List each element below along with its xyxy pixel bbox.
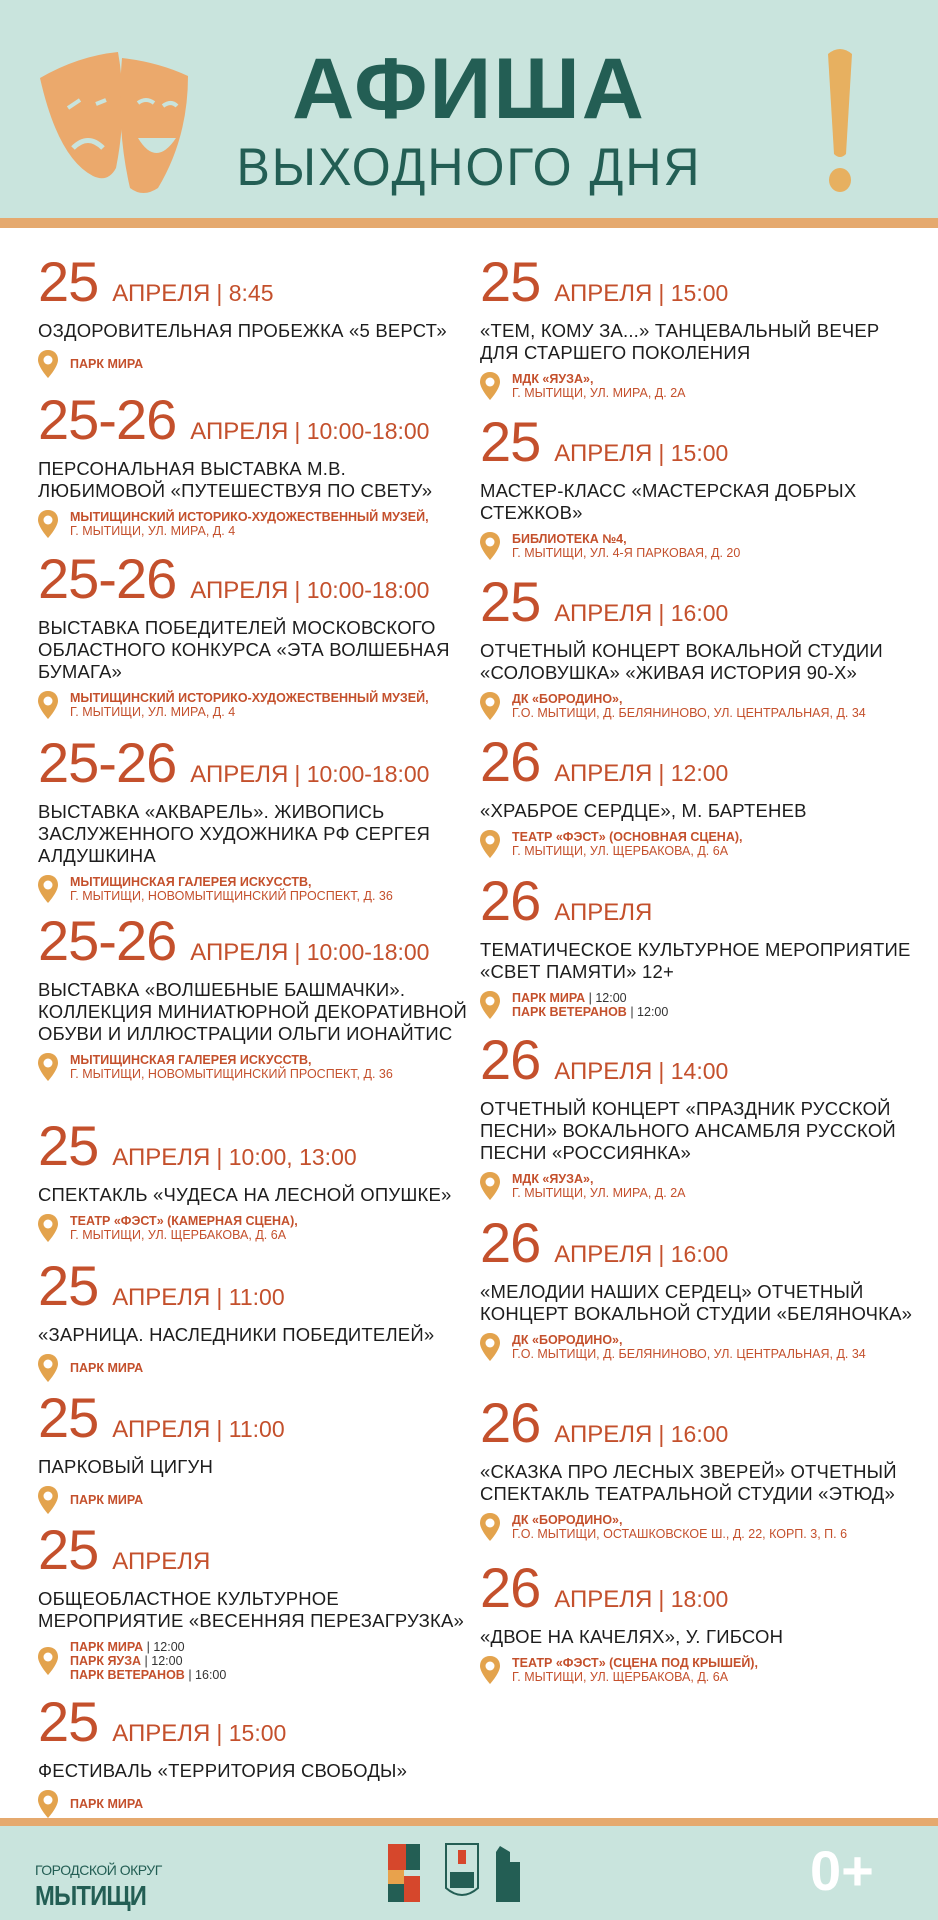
location-time: | 12:00 (143, 1640, 185, 1654)
location-text: ПАРК МИРА (70, 1640, 144, 1654)
event-month: АПРЕЛЯ (554, 1421, 653, 1448)
event-day: 25 (480, 570, 541, 633)
event-month: АПРЕЛЯ (554, 1058, 653, 1085)
location-line (70, 1067, 393, 1081)
event-time: | 14:00 (658, 1058, 729, 1084)
exclamation-icon (820, 44, 860, 194)
location-line (512, 546, 740, 560)
event-time: | 16:00 (658, 1421, 729, 1447)
event-day: 25-26 (38, 388, 177, 451)
location-text: МЫТИЩИНСКАЯ ГАЛЕРЕЯ ИСКУССТВ, (70, 875, 312, 889)
location-line (512, 1333, 866, 1347)
location-text: Г. МЫТИЩИ, УЛ. МИРА, Д. 4 (70, 524, 236, 538)
location-text: ПАРК МИРА (512, 991, 586, 1005)
location-text: Г. МЫТИЩИ, УЛ. ЩЕРБАКОВА, Д. 6А (512, 1670, 729, 1684)
location-text: ПАРК МИРА (70, 1493, 144, 1507)
location-text: ПАРК ЯУЗА (70, 1654, 142, 1668)
event-date (480, 1556, 920, 1619)
location-text: БИБЛИОТЕКА №4, (512, 532, 627, 546)
location-text: ТЕАТР «ФЭСТ» (ОСНОВНАЯ СЦЕНА), (512, 830, 743, 844)
event-day: 25 (38, 1114, 99, 1177)
event-title: СПЕКТАКЛЬ «ЧУДЕСА НА ЛЕСНОЙ ОПУШКЕ» (38, 1184, 452, 1205)
event-time: | 18:00 (658, 1586, 729, 1612)
location-line (512, 372, 686, 386)
event-month: АПРЕЛЯ (190, 418, 289, 445)
location-line (512, 1670, 758, 1684)
poster-subtitle: ВЫХОДНОГО ДНЯ (236, 137, 702, 197)
event-title: ПАРКОВЫЙ ЦИГУН (38, 1456, 213, 1477)
location-line (512, 991, 668, 1005)
event-time: | 16:00 (658, 1241, 729, 1267)
district-label: ГОРОДСКОЙ ОКРУГ (35, 1862, 162, 1878)
location-pin-icon (480, 1656, 500, 1684)
location-line (512, 1656, 758, 1670)
event-card (38, 1690, 478, 1818)
location-line (70, 1654, 226, 1668)
event-date (38, 547, 478, 610)
event-day: 25 (480, 410, 541, 473)
location-text: Г.О. МЫТИЩИ, Д. БЕЛЯНИНОВО, УЛ. ЦЕНТРАЛЬНАЯ, Д. 34 (512, 1347, 866, 1361)
location-pin-icon (38, 1647, 58, 1675)
event-location (38, 691, 478, 719)
location-line (70, 1797, 143, 1811)
event-title: МАСТЕР-КЛАСС «МАСТЕРСКАЯ ДОБРЫХ СТЕЖКОВ» (480, 480, 857, 523)
event-day: 25 (38, 1690, 99, 1753)
event-card (480, 250, 920, 400)
event-time: | 15:00 (216, 1720, 287, 1746)
event-day: 26 (480, 1556, 541, 1619)
event-card (38, 731, 478, 903)
location-pin-icon (38, 1790, 58, 1818)
event-title: ОБЩЕОБЛАСТНОЕ КУЛЬТУРНОЕ МЕРОПРИЯТИЕ «ВЕСЕННЯЯ ПЕРЕЗАГРУЗКА» (38, 1588, 464, 1631)
event-title: ФЕСТИВАЛЬ «ТЕРРИТОРИЯ СВОБОДЫ» (38, 1760, 408, 1781)
event-location (480, 1172, 920, 1200)
event-location (38, 875, 478, 903)
location-time: | 12:00 (141, 1654, 183, 1668)
location-text: Г. МЫТИЩИ, УЛ. МИРА, Д. 4 (70, 705, 236, 719)
location-pin-icon (38, 1486, 58, 1514)
event-title: ТЕМАТИЧЕСКОЕ КУЛЬТУРНОЕ МЕРОПРИЯТИЕ «СВЕТ ПАМЯТИ» 12+ (480, 939, 911, 982)
location-text: МДК «ЯУЗА», (512, 1172, 594, 1186)
location-text: ТЕАТР «ФЭСТ» (СЦЕНА ПОД КРЫШЕЙ), (512, 1656, 758, 1670)
event-time: | 10:00, 13:00 (216, 1144, 357, 1170)
location-line (70, 875, 393, 889)
location-line (512, 706, 866, 720)
event-location (38, 1486, 478, 1514)
location-text: Г. МЫТИЩИ, УЛ. МИРА, Д. 2А (512, 386, 686, 400)
footer-divider (0, 1818, 938, 1826)
event-date (38, 909, 478, 972)
event-location (480, 830, 920, 858)
location-line (70, 1668, 226, 1682)
location-line (512, 692, 866, 706)
event-month: АПРЕЛЯ (190, 761, 289, 788)
event-card (38, 1254, 478, 1382)
location-line (70, 357, 143, 371)
location-text: ПАРК ВЕТЕРАНОВ (512, 1005, 627, 1019)
poster-title: АФИША (292, 41, 646, 137)
location-text: МЫТИЩИНСКИЙ ИСТОРИКО-ХУДОЖЕСТВЕННЫЙ МУЗЕЙ, (70, 691, 429, 705)
event-date (38, 388, 478, 451)
location-line (512, 1172, 686, 1186)
event-month: АПРЕЛЯ (112, 280, 211, 307)
event-day: 25 (38, 1386, 99, 1449)
location-line (512, 532, 740, 546)
event-month: АПРЕЛЯ (554, 899, 653, 926)
location-line (70, 1228, 298, 1242)
event-card (38, 909, 478, 1081)
event-location (38, 510, 478, 538)
location-text: ДК «БОРОДИНО», (512, 692, 623, 706)
event-date (480, 1211, 920, 1274)
event-title: ОТЧЕТНЫЙ КОНЦЕРТ ВОКАЛЬНОЙ СТУДИИ «СОЛОВУШКА» «ЖИВАЯ ИСТОРИЯ 90-Х» (480, 640, 883, 683)
event-title: «МЕЛОДИИ НАШИХ СЕРДЕЦ» ОТЧЕТНЫЙ КОНЦЕРТ ВОКАЛЬНОЙ СТУДИИ «БЕЛЯНОЧКА» (480, 1281, 913, 1324)
event-time: | 10:00-18:00 (294, 577, 430, 603)
location-pin-icon (38, 1354, 58, 1382)
city-emblems-logo (388, 1842, 548, 1904)
event-location (480, 532, 920, 560)
location-text: Г.О. МЫТИЩИ, Д. БЕЛЯНИНОВО, УЛ. ЦЕНТРАЛЬНАЯ, Д. 34 (512, 706, 866, 720)
event-location (38, 1214, 478, 1242)
event-card (480, 570, 920, 720)
event-month: АПРЕЛЯ (554, 600, 653, 627)
location-line (70, 691, 429, 705)
event-month: АПРЕЛЯ (190, 577, 289, 604)
event-location (480, 1333, 920, 1361)
event-time: | 15:00 (658, 280, 729, 306)
event-day: 26 (480, 1028, 541, 1091)
location-line (512, 1347, 866, 1361)
location-pin-icon (38, 1053, 58, 1081)
location-time: | 12:00 (585, 991, 627, 1005)
location-line (70, 889, 393, 903)
location-text: Г. МЫТИЩИ, НОВОМЫТИЩИНСКИЙ ПРОСПЕКТ, Д. 36 (70, 889, 393, 903)
event-day: 26 (480, 1211, 541, 1274)
event-title: ВЫСТАВКА «АКВАРЕЛЬ». ЖИВОПИСЬ ЗАСЛУЖЕННОГО ХУДОЖНИКА РФ СЕРГЕЯ АЛДУШКИНА (38, 801, 431, 866)
event-date (480, 1391, 920, 1454)
event-date (38, 1114, 478, 1177)
event-date (480, 1028, 920, 1091)
event-title: «ХРАБРОЕ СЕРДЦЕ», М. БАРТЕНЕВ (480, 800, 807, 821)
location-line (70, 1640, 226, 1654)
event-month: АПРЕЛЯ (112, 1144, 211, 1171)
event-location (480, 991, 920, 1019)
event-location (38, 350, 478, 378)
event-month: АПРЕЛЯ (112, 1548, 211, 1575)
event-card (480, 1556, 920, 1684)
event-month: АПРЕЛЯ (554, 280, 653, 307)
location-text: ДК «БОРОДИНО», (512, 1333, 623, 1347)
event-month: АПРЕЛЯ (554, 1241, 653, 1268)
event-time: | 10:00-18:00 (294, 939, 430, 965)
event-location (38, 1053, 478, 1081)
event-title: «ДВОЕ НА КАЧЕЛЯХ», У. ГИБСОН (480, 1626, 784, 1647)
event-card (480, 730, 920, 858)
location-line (512, 844, 743, 858)
location-text: ПАРК ВЕТЕРАНОВ (70, 1668, 185, 1682)
location-text: МЫТИЩИНСКАЯ ГАЛЕРЕЯ ИСКУССТВ, (70, 1053, 312, 1067)
event-card (38, 547, 478, 719)
event-card (480, 1211, 920, 1361)
location-pin-icon (480, 372, 500, 400)
event-date (38, 1254, 478, 1317)
location-text: Г. МЫТИЩИ, НОВОМЫТИЩИНСКИЙ ПРОСПЕКТ, Д. 36 (70, 1067, 393, 1081)
event-date (38, 731, 478, 794)
location-pin-icon (480, 830, 500, 858)
location-text: Г.О. МЫТИЩИ, ОСТАШКОВСКОЕ Ш., Д. 22, КОРП. 3, П. 6 (512, 1527, 848, 1541)
location-text: Г. МЫТИЩИ, УЛ. ЩЕРБАКОВА, Д. 6А (70, 1228, 287, 1242)
event-time: | 16:00 (658, 600, 729, 626)
event-title: ВЫСТАВКА ПОБЕДИТЕЛЕЙ МОСКОВСКОГО ОБЛАСТНОГО КОНКУРСА «ЭТА ВОЛШЕБНАЯ БУМАГА» (38, 617, 450, 682)
event-date (480, 730, 920, 793)
event-day: 25 (38, 1518, 99, 1581)
event-title: ВЫСТАВКА «ВОЛШЕБНЫЕ БАШМАЧКИ». КОЛЛЕКЦИЯ МИНИАТЮРНОЙ ДЕКОРАТИВНОЙ ОБУВИ И ИЛЛЮСТРАЦИИ ОЛЬГИ ИОНАЙТИС (38, 979, 468, 1044)
event-month: АПРЕЛЯ (112, 1416, 211, 1443)
location-text: Г. МЫТИЩИ, УЛ. МИРА, Д. 2А (512, 1186, 686, 1200)
event-time: | 10:00-18:00 (294, 418, 430, 444)
event-date (480, 410, 920, 473)
location-line (512, 1186, 686, 1200)
location-line (512, 830, 743, 844)
event-time: | 12:00 (658, 760, 729, 786)
event-card (38, 1386, 478, 1514)
location-text: ПАРК МИРА (70, 1797, 144, 1811)
event-time: | 11:00 (216, 1416, 285, 1442)
location-line (512, 1527, 847, 1541)
event-card (480, 1391, 920, 1541)
age-rating: 0+ (810, 1839, 874, 1902)
event-date (480, 570, 920, 633)
event-date (38, 1690, 478, 1753)
event-location (38, 1354, 478, 1382)
event-title: «ЗАРНИЦА. НАСЛЕДНИКИ ПОБЕДИТЕЛЕЙ» (38, 1324, 435, 1345)
location-time: | 12:00 (626, 1005, 669, 1019)
location-line (70, 1214, 298, 1228)
event-location (480, 1513, 920, 1541)
event-day: 25 (480, 250, 541, 313)
location-line (70, 510, 429, 524)
location-pin-icon (38, 350, 58, 378)
event-month: АПРЕЛЯ (554, 440, 653, 467)
location-pin-icon (38, 510, 58, 538)
event-day: 26 (480, 869, 541, 932)
event-card (38, 1518, 478, 1682)
event-title: «ТЕМ, КОМУ ЗА...» ТАНЦЕВАЛЬНЫЙ ВЕЧЕР ДЛЯ СТАРШЕГО ПОКОЛЕНИЯ (480, 320, 880, 363)
event-card (480, 869, 920, 1019)
location-text: Г. МЫТИЩИ, УЛ. ЩЕРБАКОВА, Д. 6А (512, 844, 729, 858)
location-line (70, 1493, 143, 1507)
location-pin-icon (480, 532, 500, 560)
event-date (480, 869, 920, 932)
location-pin-icon (38, 875, 58, 903)
location-text: ПАРК МИРА (70, 357, 144, 371)
location-pin-icon (480, 991, 500, 1019)
location-line (70, 524, 429, 538)
event-location (480, 692, 920, 720)
event-card (480, 1028, 920, 1200)
event-day: 25-26 (38, 731, 177, 794)
event-month: АПРЕЛЯ (554, 760, 653, 787)
event-day: 25 (38, 250, 99, 313)
location-time: | 16:00 (184, 1668, 227, 1682)
location-pin-icon (38, 1214, 58, 1242)
location-text: ТЕАТР «ФЭСТ» (КАМЕРНАЯ СЦЕНА), (70, 1214, 298, 1228)
event-location (38, 1640, 478, 1682)
event-title: ПЕРСОНАЛЬНАЯ ВЫСТАВКА М.В. ЛЮБИМОВОЙ «ПУТЕШЕСТВУЯ ПО СВЕТУ» (38, 458, 433, 501)
location-line (512, 1513, 847, 1527)
event-day: 25-26 (38, 909, 177, 972)
location-line (512, 386, 686, 400)
event-card (38, 388, 478, 538)
event-card (480, 410, 920, 560)
event-month: АПРЕЛЯ (112, 1720, 211, 1747)
event-title: ОЗДОРОВИТЕЛЬНАЯ ПРОБЕЖКА «5 ВЕРСТ» (38, 320, 447, 341)
event-time: | 15:00 (658, 440, 729, 466)
event-day: 26 (480, 730, 541, 793)
event-location (480, 1656, 920, 1684)
location-text: МЫТИЩИНСКИЙ ИСТОРИКО-ХУДОЖЕСТВЕННЫЙ МУЗЕЙ, (70, 510, 429, 524)
location-line (512, 1005, 668, 1019)
location-pin-icon (38, 691, 58, 719)
event-month: АПРЕЛЯ (112, 1284, 211, 1311)
event-time: | 10:00-18:00 (294, 761, 430, 787)
location-line (70, 1053, 393, 1067)
event-date (38, 250, 478, 313)
event-location (480, 372, 920, 400)
location-pin-icon (480, 692, 500, 720)
event-month: АПРЕЛЯ (190, 939, 289, 966)
event-day: 25-26 (38, 547, 177, 610)
city-name: МЫТИЩИ (35, 1880, 147, 1911)
location-line (70, 705, 429, 719)
location-pin-icon (480, 1333, 500, 1361)
event-card (38, 1114, 478, 1242)
location-text: Г. МЫТИЩИ, УЛ. 4-Я ПАРКОВАЯ, Д. 20 (512, 546, 741, 560)
location-pin-icon (480, 1172, 500, 1200)
event-day: 26 (480, 1391, 541, 1454)
event-card (38, 250, 478, 378)
event-month: АПРЕЛЯ (554, 1586, 653, 1613)
location-line (70, 1361, 143, 1375)
event-time: | 8:45 (216, 280, 274, 306)
event-location (38, 1790, 478, 1818)
event-day: 25 (38, 1254, 99, 1317)
event-date (480, 250, 920, 313)
location-text: ДК «БОРОДИНО», (512, 1513, 623, 1527)
header-divider (0, 218, 938, 228)
event-title: «СКАЗКА ПРО ЛЕСНЫХ ЗВЕРЕЙ» ОТЧЕТНЫЙ СПЕКТАКЛЬ ТЕАТРАЛЬНОЙ СТУДИИ «ЭТЮД» (480, 1461, 897, 1504)
location-text: ПАРК МИРА (70, 1361, 144, 1375)
event-title: ОТЧЕТНЫЙ КОНЦЕРТ «ПРАЗДНИК РУССКОЙ ПЕСНИ» ВОКАЛЬНОГО АНСАМБЛЯ РУССКОЙ ПЕСНИ «РОССИЯНКА» (480, 1098, 896, 1163)
event-date (38, 1518, 478, 1581)
event-time: | 11:00 (216, 1284, 285, 1310)
location-pin-icon (480, 1513, 500, 1541)
event-date (38, 1386, 478, 1449)
location-text: МДК «ЯУЗА», (512, 372, 594, 386)
